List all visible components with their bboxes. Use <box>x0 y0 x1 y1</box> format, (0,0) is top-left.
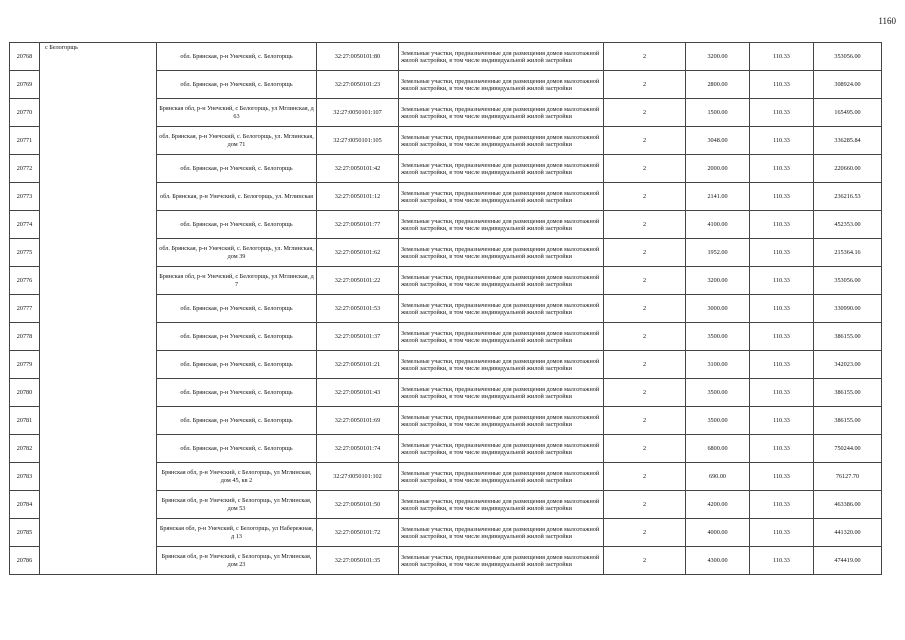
cadastral-number-cell: 32:27:0050101:22 <box>317 267 399 295</box>
cadastral-number-cell: 32:27:0050101:21 <box>317 351 399 379</box>
address-cell: обл. Брянская, р-н Унечский, с. Белогорщь <box>157 435 317 463</box>
cadastral-value-cell: 342023.00 <box>814 351 882 379</box>
area-cell: 1952.00 <box>686 239 750 267</box>
row-number-cell: 20786 <box>10 547 40 575</box>
category-cell: 2 <box>604 491 686 519</box>
area-cell: 690.00 <box>686 463 750 491</box>
cadastral-number-cell: 32:27:0050101:23 <box>317 71 399 99</box>
cadastral-number-cell: 32:27:0050101:74 <box>317 435 399 463</box>
category-cell: 2 <box>604 211 686 239</box>
area-cell: 4300.00 <box>686 547 750 575</box>
table-body <box>10 43 882 575</box>
address-cell: обл. Брянская, р-н Унечский, с. Белогорщь, ул. Мглинская, дом 71 <box>157 127 317 155</box>
address-cell: обл. Брянская, р-н Унечский, с. Белогорщь <box>157 211 317 239</box>
rate-cell: 110.33 <box>750 407 814 435</box>
row-number-cell: 20773 <box>10 183 40 211</box>
category-cell: 2 <box>604 239 686 267</box>
cadastral-number-cell: 32:27:0050101:72 <box>317 519 399 547</box>
rate-cell: 110.33 <box>750 435 814 463</box>
page-number: 1160 <box>878 16 896 26</box>
address-cell: Брянская обл, р-н Унечский, с Белогорщь, ул Набережная, д 13 <box>157 519 317 547</box>
cadastral-value-cell: 441320.00 <box>814 519 882 547</box>
rate-cell: 110.33 <box>750 155 814 183</box>
row-number-cell: 20772 <box>10 155 40 183</box>
cadastral-value-cell: 236216.53 <box>814 183 882 211</box>
area-cell: 2141.00 <box>686 183 750 211</box>
category-cell: 2 <box>604 351 686 379</box>
category-cell: 2 <box>604 127 686 155</box>
land-use-cell: Земельные участки, предназначенные для размещения домов малоэтажной жилой застройки, в том числе индивидуальной жилой застройки <box>399 267 604 295</box>
table-row <box>10 43 882 71</box>
cadastral-value-cell: 336285.84 <box>814 127 882 155</box>
rate-cell: 110.33 <box>750 351 814 379</box>
land-use-cell: Земельные участки, предназначенные для размещения домов малоэтажной жилой застройки, в том числе индивидуальной жилой застройки <box>399 99 604 127</box>
category-cell: 2 <box>604 295 686 323</box>
category-cell: 2 <box>604 547 686 575</box>
row-number-cell: 20768 <box>10 43 40 71</box>
rate-cell: 110.33 <box>750 491 814 519</box>
cadastral-number-cell: 32:27:0050101:53 <box>317 295 399 323</box>
row-number-cell: 20779 <box>10 351 40 379</box>
area-cell: 1500.00 <box>686 99 750 127</box>
row-number-cell: 20769 <box>10 71 40 99</box>
cadastral-value-cell: 353056.00 <box>814 267 882 295</box>
rate-cell: 110.33 <box>750 211 814 239</box>
area-cell: 3200.00 <box>686 267 750 295</box>
land-use-cell: Земельные участки, предназначенные для размещения домов малоэтажной жилой застройки, в том числе индивидуальной жилой застройки <box>399 463 604 491</box>
area-cell: 4000.00 <box>686 519 750 547</box>
area-cell: 3500.00 <box>686 323 750 351</box>
land-use-cell: Земельные участки, предназначенные для размещения домов малоэтажной жилой застройки, в том числе индивидуальной жилой застройки <box>399 323 604 351</box>
cadastral-value-cell: 474419.00 <box>814 547 882 575</box>
land-use-cell: Земельные участки, предназначенные для размещения домов малоэтажной жилой застройки, в том числе индивидуальной жилой застройки <box>399 407 604 435</box>
address-cell: обл. Брянская, р-н Унечский, с. Белогорщь <box>157 43 317 71</box>
land-registry-table <box>9 42 882 575</box>
cadastral-value-cell: 386155.00 <box>814 379 882 407</box>
land-use-cell: Земельные участки, предназначенные для размещения домов малоэтажной жилой застройки, в том числе индивидуальной жилой застройки <box>399 379 604 407</box>
category-cell: 2 <box>604 463 686 491</box>
locality-cell: с Белогорщь <box>40 43 157 575</box>
cadastral-number-cell: 32:27:0050101:105 <box>317 127 399 155</box>
rate-cell: 110.33 <box>750 43 814 71</box>
cadastral-value-cell: 215364.16 <box>814 239 882 267</box>
area-cell: 3500.00 <box>686 407 750 435</box>
category-cell: 2 <box>604 435 686 463</box>
address-cell: обл. Брянская, р-н Унечский, с. Белогорщь <box>157 351 317 379</box>
cadastral-number-cell: 32:27:0050101:37 <box>317 323 399 351</box>
cadastral-value-cell: 165495.00 <box>814 99 882 127</box>
cadastral-value-cell: 386155.00 <box>814 407 882 435</box>
address-cell: обл. Брянская, р-н Унечский, с. Белогорщь <box>157 71 317 99</box>
row-number-cell: 20784 <box>10 491 40 519</box>
cadastral-number-cell: 32:27:0050101:35 <box>317 547 399 575</box>
land-use-cell: Земельные участки, предназначенные для размещения домов малоэтажной жилой застройки, в том числе индивидуальной жилой застройки <box>399 239 604 267</box>
row-number-cell: 20777 <box>10 295 40 323</box>
address-cell: Брянская обл, р-н Унечский, с Белогорщь, ул Мглинская, дом 23 <box>157 547 317 575</box>
address-cell: обл. Брянская, р-н Унечский, с. Белогорщь, ул. Мглинская <box>157 183 317 211</box>
cadastral-number-cell: 32:27:0050101:12 <box>317 183 399 211</box>
cadastral-value-cell: 308924.00 <box>814 71 882 99</box>
row-number-cell: 20781 <box>10 407 40 435</box>
rate-cell: 110.33 <box>750 463 814 491</box>
cadastral-value-cell: 353056.00 <box>814 43 882 71</box>
rate-cell: 110.33 <box>750 71 814 99</box>
address-cell: обл. Брянская, р-н Унечский, с. Белогорщь <box>157 155 317 183</box>
cadastral-number-cell: 32:27:0050101:80 <box>317 43 399 71</box>
area-cell: 2000.00 <box>686 155 750 183</box>
land-use-cell: Земельные участки, предназначенные для размещения домов малоэтажной жилой застройки, в том числе индивидуальной жилой застройки <box>399 351 604 379</box>
cadastral-number-cell: 32:27:0050101:50 <box>317 491 399 519</box>
rate-cell: 110.33 <box>750 99 814 127</box>
cadastral-number-cell: 32:27:0050101:42 <box>317 155 399 183</box>
category-cell: 2 <box>604 407 686 435</box>
row-number-cell: 20770 <box>10 99 40 127</box>
cadastral-number-cell: 32:27:0050101:69 <box>317 407 399 435</box>
land-use-cell: Земельные участки, предназначенные для размещения домов малоэтажной жилой застройки, в том числе индивидуальной жилой застройки <box>399 435 604 463</box>
cadastral-value-cell: 220660.00 <box>814 155 882 183</box>
category-cell: 2 <box>604 267 686 295</box>
rate-cell: 110.33 <box>750 267 814 295</box>
rate-cell: 110.33 <box>750 183 814 211</box>
row-number-cell: 20776 <box>10 267 40 295</box>
land-use-cell: Земельные участки, предназначенные для размещения домов малоэтажной жилой застройки, в том числе индивидуальной жилой застройки <box>399 519 604 547</box>
category-cell: 2 <box>604 379 686 407</box>
land-use-cell: Земельные участки, предназначенные для размещения домов малоэтажной жилой застройки, в том числе индивидуальной жилой застройки <box>399 183 604 211</box>
area-cell: 3048.00 <box>686 127 750 155</box>
address-cell: Брянская обл, р-н Унечский, с Белогорщь, ул Мглинская, д 7 <box>157 267 317 295</box>
area-cell: 4200.00 <box>686 491 750 519</box>
rate-cell: 110.33 <box>750 295 814 323</box>
area-cell: 3000.00 <box>686 295 750 323</box>
cadastral-value-cell: 463386.00 <box>814 491 882 519</box>
row-number-cell: 20775 <box>10 239 40 267</box>
category-cell: 2 <box>604 519 686 547</box>
category-cell: 2 <box>604 183 686 211</box>
area-cell: 3200.00 <box>686 43 750 71</box>
cadastral-number-cell: 32:27:0050101:107 <box>317 99 399 127</box>
rate-cell: 110.33 <box>750 379 814 407</box>
rate-cell: 110.33 <box>750 127 814 155</box>
address-cell: Брянская обл, р-н Унечский, с Белогорщь, ул Мглинская, дом 53 <box>157 491 317 519</box>
land-use-cell: Земельные участки, предназначенные для размещения домов малоэтажной жилой застройки, в том числе индивидуальной жилой застройки <box>399 43 604 71</box>
land-use-cell: Земельные участки, предназначенные для размещения домов малоэтажной жилой застройки, в том числе индивидуальной жилой застройки <box>399 295 604 323</box>
cadastral-number-cell: 32:27:0050101:102 <box>317 463 399 491</box>
row-number-cell: 20774 <box>10 211 40 239</box>
row-number-cell: 20778 <box>10 323 40 351</box>
cadastral-value-cell: 76127.70 <box>814 463 882 491</box>
land-use-cell: Земельные участки, предназначенные для размещения домов малоэтажной жилой застройки, в том числе индивидуальной жилой застройки <box>399 127 604 155</box>
area-cell: 4100.00 <box>686 211 750 239</box>
area-cell: 6800.00 <box>686 435 750 463</box>
rate-cell: 110.33 <box>750 323 814 351</box>
cadastral-number-cell: 32:27:0050101:62 <box>317 239 399 267</box>
area-cell: 3100.00 <box>686 351 750 379</box>
land-use-cell: Земельные участки, предназначенные для размещения домов малоэтажной жилой застройки, в том числе индивидуальной жилой застройки <box>399 211 604 239</box>
land-use-cell: Земельные участки, предназначенные для размещения домов малоэтажной жилой застройки, в том числе индивидуальной жилой застройки <box>399 155 604 183</box>
land-use-cell: Земельные участки, предназначенные для размещения домов малоэтажной жилой застройки, в том числе индивидуальной жилой застройки <box>399 491 604 519</box>
cadastral-number-cell: 32:27:0050101:77 <box>317 211 399 239</box>
land-use-cell: Земельные участки, предназначенные для размещения домов малоэтажной жилой застройки, в том числе индивидуальной жилой застройки <box>399 71 604 99</box>
rate-cell: 110.33 <box>750 519 814 547</box>
address-cell: обл. Брянская, р-н Унечский, с. Белогорщь <box>157 295 317 323</box>
address-cell: обл. Брянская, р-н Унечский, с. Белогорщь <box>157 379 317 407</box>
row-number-cell: 20782 <box>10 435 40 463</box>
cadastral-value-cell: 452353.00 <box>814 211 882 239</box>
address-cell: обл. Брянская, р-н Унечский, с. Белогорщь <box>157 407 317 435</box>
address-cell: обл. Брянская, р-н Унечский, с. Белогорщь, ул. Мглинская, дом 39 <box>157 239 317 267</box>
row-number-cell: 20783 <box>10 463 40 491</box>
category-cell: 2 <box>604 43 686 71</box>
area-cell: 2800.00 <box>686 71 750 99</box>
rate-cell: 110.33 <box>750 547 814 575</box>
category-cell: 2 <box>604 323 686 351</box>
row-number-cell: 20780 <box>10 379 40 407</box>
row-number-cell: 20785 <box>10 519 40 547</box>
address-cell: обл. Брянская, р-н Унечский, с. Белогорщь <box>157 323 317 351</box>
row-number-cell: 20771 <box>10 127 40 155</box>
rate-cell: 110.33 <box>750 239 814 267</box>
category-cell: 2 <box>604 71 686 99</box>
cadastral-number-cell: 32:27:0050101:43 <box>317 379 399 407</box>
category-cell: 2 <box>604 155 686 183</box>
category-cell: 2 <box>604 99 686 127</box>
address-cell: Брянская обл, р-н Унечский, с Белогорщь, ул Мглинская, дом 45, кв 2 <box>157 463 317 491</box>
cadastral-value-cell: 750244.00 <box>814 435 882 463</box>
area-cell: 3500.00 <box>686 379 750 407</box>
cadastral-value-cell: 386155.00 <box>814 323 882 351</box>
address-cell: Брянская обл, р-н Унечский, с Белогорщь, ул Мглинская, д 63 <box>157 99 317 127</box>
cadastral-value-cell: 330990.00 <box>814 295 882 323</box>
land-use-cell: Земельные участки, предназначенные для размещения домов малоэтажной жилой застройки, в том числе индивидуальной жилой застройки <box>399 547 604 575</box>
